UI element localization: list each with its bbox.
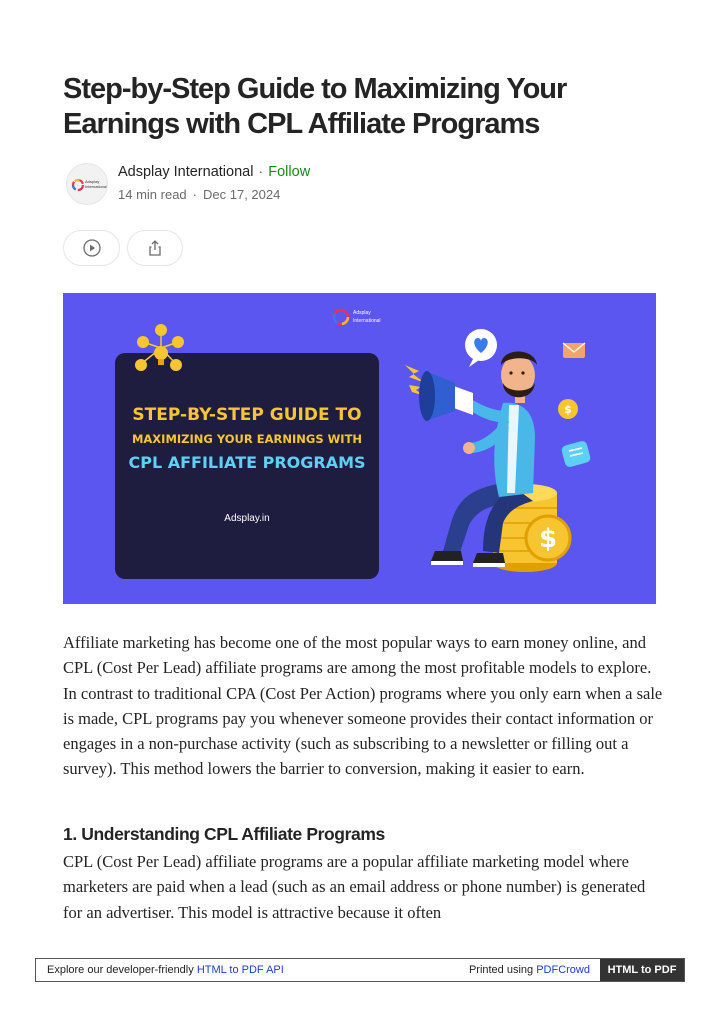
- separator-dot: ·: [258, 164, 264, 180]
- hero-logo-text-1: Adsplay: [353, 310, 371, 316]
- avatar-text-2: International: [85, 184, 108, 189]
- play-circle-icon: [82, 238, 102, 258]
- read-time: 14 min read: [118, 187, 187, 202]
- footer-right-text: Printed using: [468, 964, 537, 976]
- article-title: [63, 72, 663, 142]
- hero-illustration: [63, 293, 656, 604]
- follow-button[interactable]: Follow: [268, 164, 311, 180]
- html-to-pdf-api-link[interactable]: HTML to PDF API: [196, 964, 284, 976]
- title-line-1: Step-by-Step Guide to Maximizing Your: [63, 73, 567, 105]
- author-name[interactable]: Adsplay International: [118, 164, 254, 180]
- article-meta: [118, 187, 280, 202]
- hero-site: Adsplay.in: [224, 513, 270, 524]
- share-icon: [145, 238, 165, 258]
- paragraph-intro: Affiliate marketing has become one of the most popular ways to earn money online, and CPL (Cost Per Lead) affiliate programs are among the most profitable models to explore. In contrast to traditional CPA (Cost Per Action) programs where you only earn when a sale is made, CPL programs pay you whenever someone provides their contact information or engages in a non-purchase activity (such as subscribing to a newsletter or filling out a survey). This method lowers the barrier to conversion, making it easier to earn.: [63, 633, 663, 779]
- listen-button[interactable]: [63, 230, 120, 266]
- hero-logo-text-2: International: [353, 318, 381, 324]
- section-heading: 1. Understanding CPL Affiliate Programs: [63, 824, 385, 844]
- footer-right: [469, 964, 590, 976]
- hero-line-1: STEP-BY-STEP GUIDE TO: [132, 405, 362, 425]
- paragraph-cpl: CPL (Cost Per Lead) affiliate programs are a popular affiliate marketing model where marketers are paid when a lead (such as an email address or phone number) is generated for an advertiser. This model is attractive because it often: [63, 852, 646, 922]
- svg-text:$: $: [564, 403, 572, 416]
- pdfcrowd-link[interactable]: PDFCrowd: [536, 964, 590, 976]
- footer-left: [47, 964, 284, 976]
- html-to-pdf-button[interactable]: HTML to PDF: [600, 959, 684, 981]
- adsplay-logo-icon: [67, 164, 108, 205]
- pdfcrowd-footer: [35, 958, 685, 982]
- footer-left-text: Explore our developer-friendly: [47, 964, 197, 976]
- hero-line-2: MAXIMIZING YOUR EARNINGS WITH: [131, 432, 363, 446]
- hero-image: [63, 293, 656, 604]
- title-line-2: Earnings with CPL Affiliate Programs: [63, 108, 540, 140]
- share-button[interactable]: [127, 230, 183, 266]
- avatar[interactable]: [66, 163, 108, 205]
- author-line: [118, 164, 310, 180]
- avatar-text-1: Adsplay: [85, 179, 100, 184]
- envelope-icon: [563, 343, 585, 358]
- svg-text:$: $: [538, 524, 558, 554]
- coin-icon: [558, 399, 578, 419]
- hero-line-3: CPL AFFILIATE PROGRAMS: [128, 453, 366, 472]
- publish-date: Dec 17, 2024: [203, 187, 281, 202]
- meta-separator: ·: [192, 187, 197, 202]
- author-row: [63, 161, 663, 207]
